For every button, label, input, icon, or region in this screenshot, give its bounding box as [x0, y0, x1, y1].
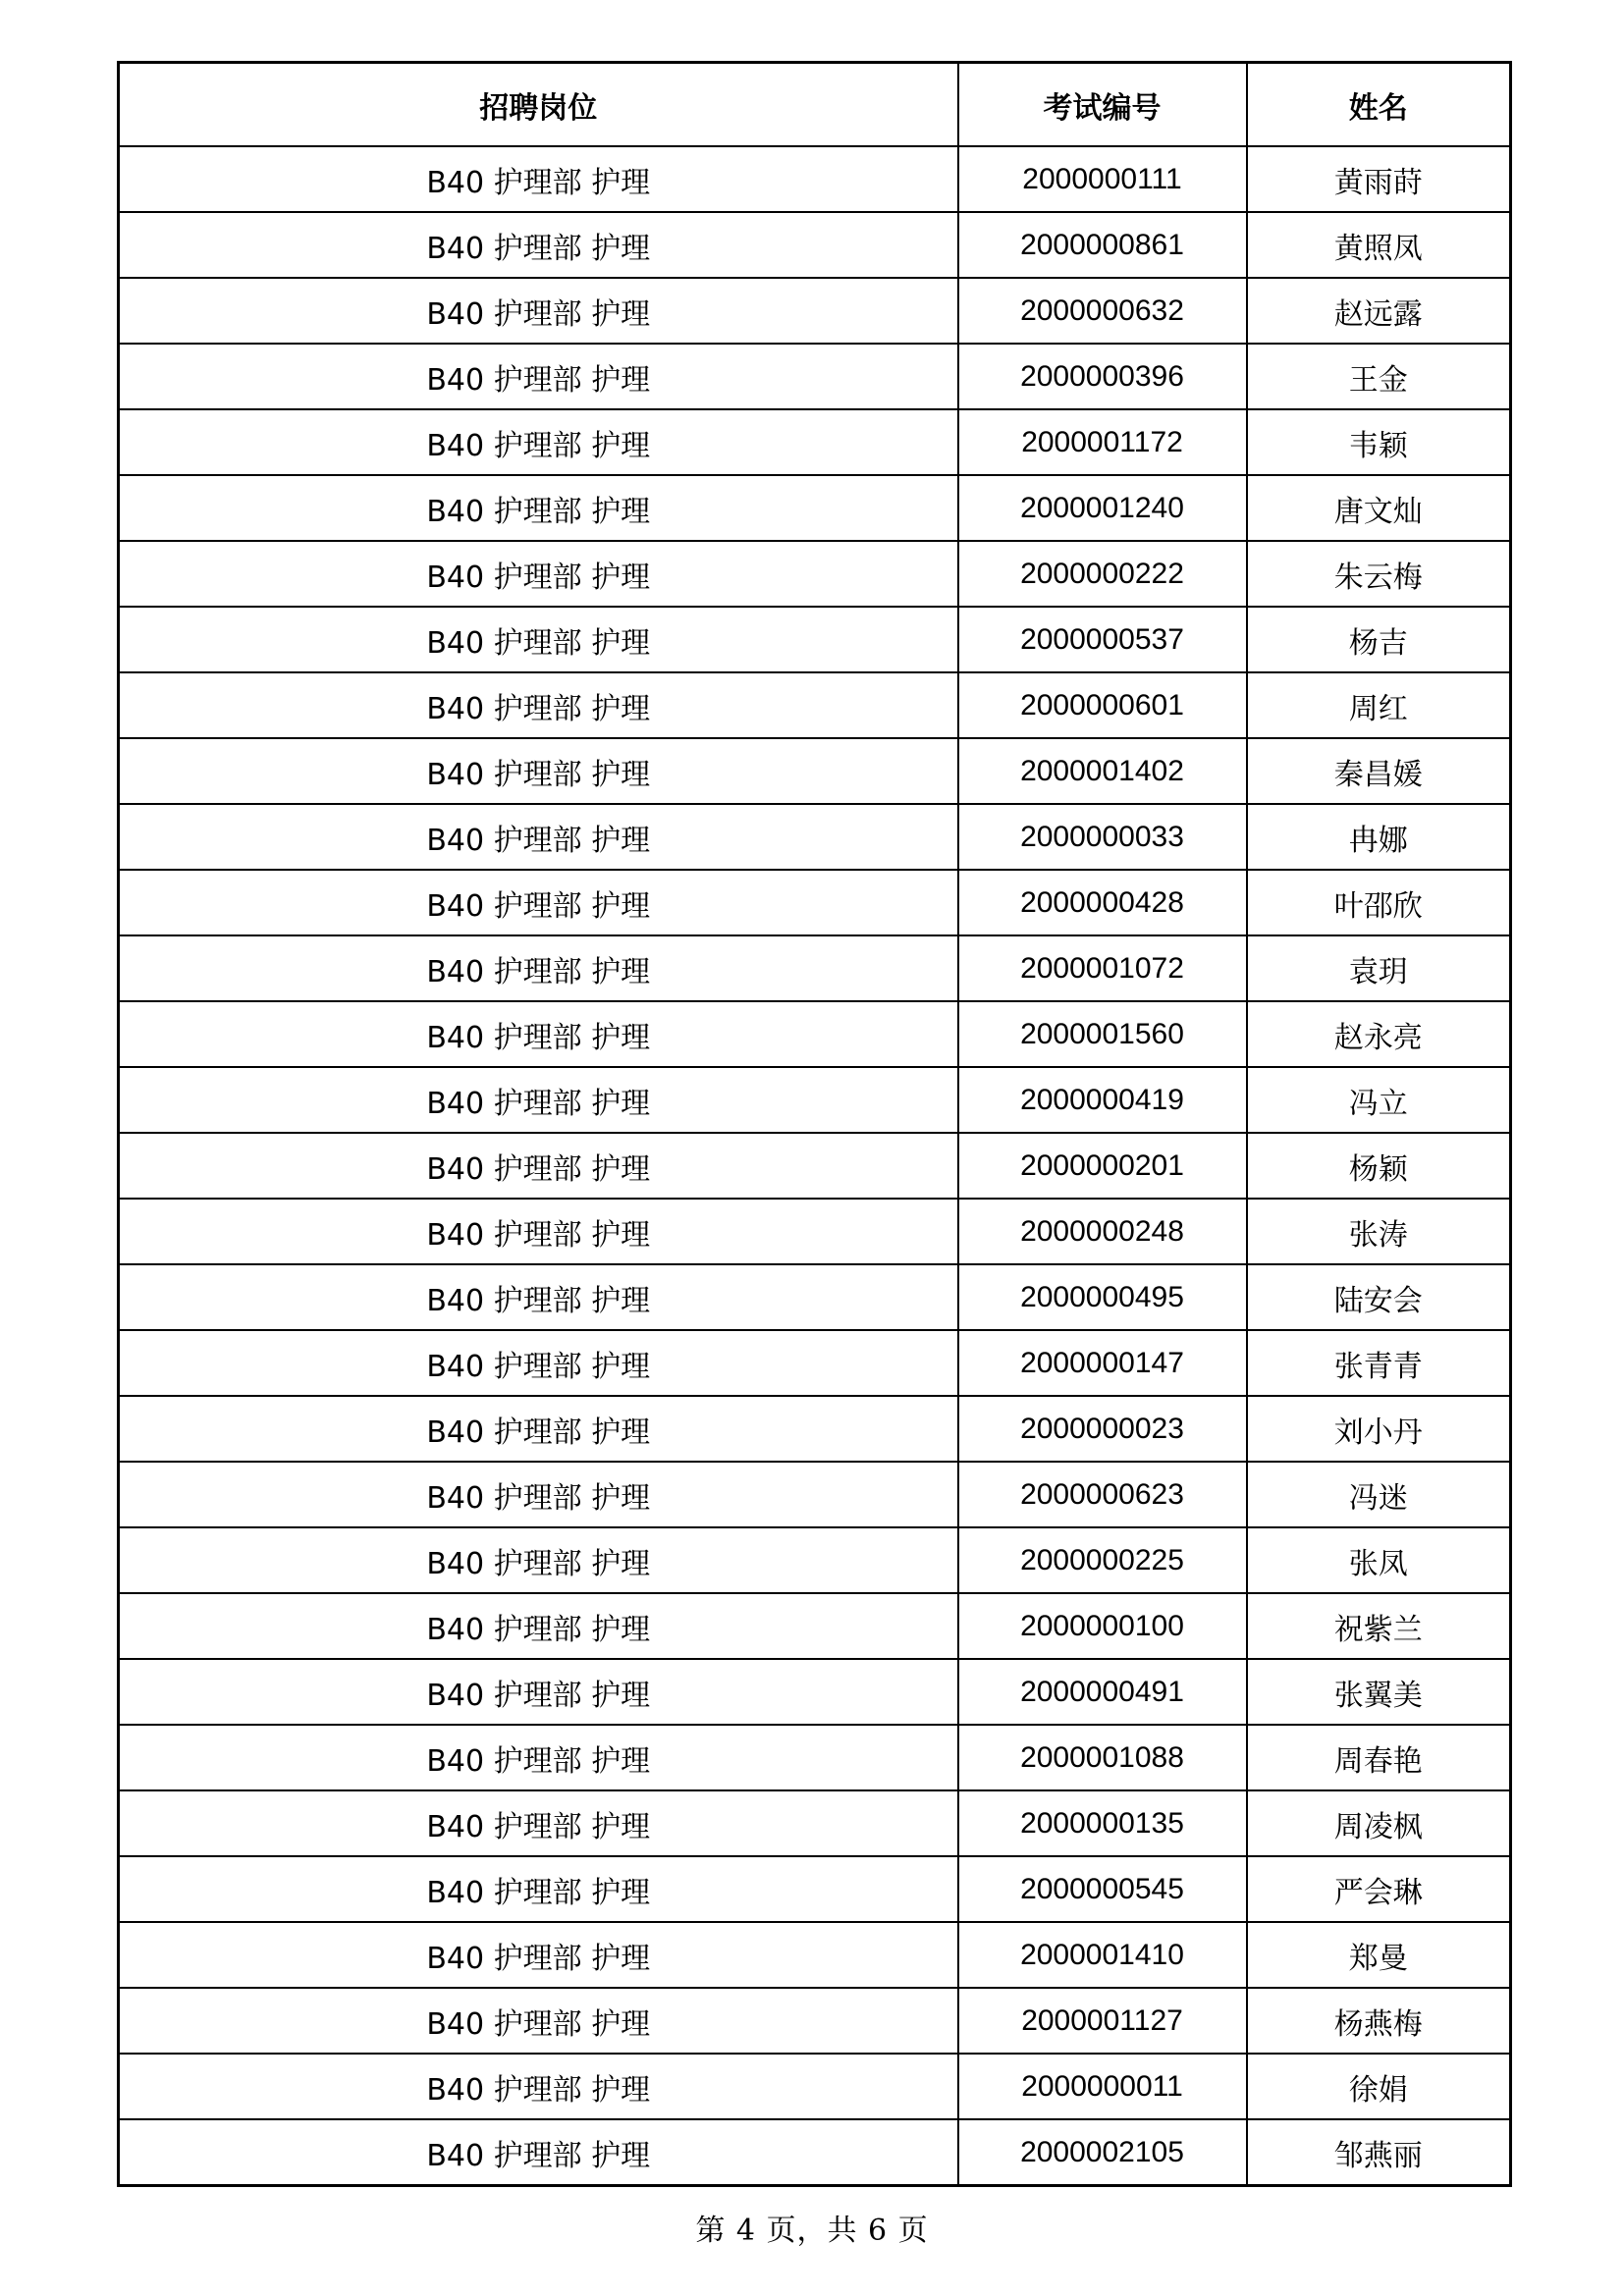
cell-position: B40 护理部 护理 — [119, 1856, 958, 1922]
cell-name: 杨吉 — [1247, 607, 1511, 672]
cell-name: 祝紫兰 — [1247, 1593, 1511, 1659]
cell-exam-number: 2000002105 — [958, 2119, 1247, 2186]
table-row — [119, 1396, 1511, 1462]
cell-exam-number: 2000001240 — [958, 475, 1247, 541]
cell-name: 陆安会 — [1247, 1264, 1511, 1330]
table-row — [119, 278, 1511, 344]
cell-position: B40 护理部 护理 — [119, 1001, 958, 1067]
cell-exam-number: 2000000495 — [958, 1264, 1247, 1330]
table-row — [119, 804, 1511, 870]
table-row — [119, 1067, 1511, 1133]
cell-exam-number: 2000000023 — [958, 1396, 1247, 1462]
table-row — [119, 672, 1511, 738]
cell-position: B40 护理部 护理 — [119, 935, 958, 1001]
cell-position: B40 护理部 护理 — [119, 607, 958, 672]
cell-name: 邹燕丽 — [1247, 2119, 1511, 2186]
cell-name: 张涛 — [1247, 1199, 1511, 1264]
cell-position: B40 护理部 护理 — [119, 475, 958, 541]
cell-name: 张青青 — [1247, 1330, 1511, 1396]
table-row — [119, 1133, 1511, 1199]
cell-position: B40 护理部 护理 — [119, 1396, 958, 1462]
cell-exam-number: 2000000248 — [958, 1199, 1247, 1264]
cell-position: B40 护理部 护理 — [119, 870, 958, 935]
table-header — [119, 63, 1511, 147]
cell-exam-number: 2000000033 — [958, 804, 1247, 870]
cell-name: 赵永亮 — [1247, 1001, 1511, 1067]
cell-exam-number: 2000001088 — [958, 1725, 1247, 1790]
cell-name: 冯迷 — [1247, 1462, 1511, 1527]
cell-exam-number: 2000000201 — [958, 1133, 1247, 1199]
table-row — [119, 2119, 1511, 2186]
cell-name: 张凤 — [1247, 1527, 1511, 1593]
cell-exam-number: 2000000225 — [958, 1527, 1247, 1593]
cell-position: B40 护理部 护理 — [119, 1659, 958, 1725]
cell-name: 朱云梅 — [1247, 541, 1511, 607]
table-row — [119, 409, 1511, 475]
cell-name: 赵远露 — [1247, 278, 1511, 344]
cell-exam-number: 2000000419 — [958, 1067, 1247, 1133]
cell-name: 周红 — [1247, 672, 1511, 738]
cell-position: B40 护理部 护理 — [119, 2119, 958, 2186]
cell-exam-number: 2000001410 — [958, 1922, 1247, 1988]
cell-position: B40 护理部 护理 — [119, 1199, 958, 1264]
table-row — [119, 1330, 1511, 1396]
table-row — [119, 1922, 1511, 1988]
table-row — [119, 475, 1511, 541]
header-position: 招聘岗位 — [119, 63, 958, 147]
cell-exam-number: 2000001072 — [958, 935, 1247, 1001]
cell-exam-number: 2000000147 — [958, 1330, 1247, 1396]
cell-position: B40 护理部 护理 — [119, 672, 958, 738]
cell-position: B40 护理部 护理 — [119, 1593, 958, 1659]
cell-name: 张翼美 — [1247, 1659, 1511, 1725]
cell-exam-number: 2000000100 — [958, 1593, 1247, 1659]
table-row — [119, 1790, 1511, 1856]
table-row — [119, 1527, 1511, 1593]
table-row — [119, 1001, 1511, 1067]
table-row — [119, 1988, 1511, 2054]
cell-exam-number: 2000000861 — [958, 212, 1247, 278]
cell-name: 黄雨莳 — [1247, 146, 1511, 212]
cell-name: 叶邵欣 — [1247, 870, 1511, 935]
cell-exam-number: 2000000135 — [958, 1790, 1247, 1856]
table-row — [119, 607, 1511, 672]
cell-exam-number: 2000000491 — [958, 1659, 1247, 1725]
cell-exam-number: 2000000222 — [958, 541, 1247, 607]
cell-exam-number: 2000000537 — [958, 607, 1247, 672]
table-row — [119, 1199, 1511, 1264]
cell-name: 唐文灿 — [1247, 475, 1511, 541]
cell-name: 韦颖 — [1247, 409, 1511, 475]
table-row — [119, 738, 1511, 804]
cell-position: B40 护理部 护理 — [119, 1264, 958, 1330]
cell-position: B40 护理部 护理 — [119, 1527, 958, 1593]
cell-position: B40 护理部 护理 — [119, 1330, 958, 1396]
cell-exam-number: 2000000632 — [958, 278, 1247, 344]
cell-position: B40 护理部 护理 — [119, 804, 958, 870]
cell-exam-number: 2000001560 — [958, 1001, 1247, 1067]
cell-name: 杨燕梅 — [1247, 1988, 1511, 2054]
cell-name: 严会琳 — [1247, 1856, 1511, 1922]
table-row — [119, 146, 1511, 212]
cell-position: B40 护理部 护理 — [119, 541, 958, 607]
table-row — [119, 1856, 1511, 1922]
cell-position: B40 护理部 护理 — [119, 1462, 958, 1527]
table-row — [119, 935, 1511, 1001]
cell-name: 刘小丹 — [1247, 1396, 1511, 1462]
cell-name: 王金 — [1247, 344, 1511, 409]
cell-position: B40 护理部 护理 — [119, 1725, 958, 1790]
header-row — [119, 63, 1511, 147]
cell-exam-number: 2000000545 — [958, 1856, 1247, 1922]
cell-name: 周春艳 — [1247, 1725, 1511, 1790]
table-row — [119, 1593, 1511, 1659]
table-row — [119, 2054, 1511, 2119]
cell-exam-number: 2000000396 — [958, 344, 1247, 409]
cell-name: 黄照凤 — [1247, 212, 1511, 278]
cell-exam-number: 2000001402 — [958, 738, 1247, 804]
candidate-table — [117, 61, 1512, 2187]
cell-exam-number: 2000000601 — [958, 672, 1247, 738]
cell-exam-number: 2000000111 — [958, 146, 1247, 212]
cell-position: B40 护理部 护理 — [119, 1790, 958, 1856]
cell-name: 周凌枫 — [1247, 1790, 1511, 1856]
header-name: 姓名 — [1247, 63, 1511, 147]
cell-exam-number: 2000001127 — [958, 1988, 1247, 2054]
table-row — [119, 1659, 1511, 1725]
cell-name: 杨颖 — [1247, 1133, 1511, 1199]
cell-position: B40 护理部 护理 — [119, 738, 958, 804]
table-row — [119, 541, 1511, 607]
table-row — [119, 1264, 1511, 1330]
cell-name: 徐娟 — [1247, 2054, 1511, 2119]
cell-position: B40 护理部 护理 — [119, 1133, 958, 1199]
table-body — [119, 146, 1511, 2186]
cell-position: B40 护理部 护理 — [119, 344, 958, 409]
table-row — [119, 1725, 1511, 1790]
cell-exam-number: 2000001172 — [958, 409, 1247, 475]
cell-name: 冯立 — [1247, 1067, 1511, 1133]
cell-position: B40 护理部 护理 — [119, 1067, 958, 1133]
cell-position: B40 护理部 护理 — [119, 2054, 958, 2119]
cell-name: 袁玥 — [1247, 935, 1511, 1001]
cell-name: 郑曼 — [1247, 1922, 1511, 1988]
cell-exam-number: 2000000011 — [958, 2054, 1247, 2119]
header-exam-number: 考试编号 — [958, 63, 1247, 147]
cell-name: 秦昌媛 — [1247, 738, 1511, 804]
cell-position: B40 护理部 护理 — [119, 1922, 958, 1988]
table-row — [119, 212, 1511, 278]
cell-position: B40 护理部 护理 — [119, 409, 958, 475]
cell-position: B40 护理部 护理 — [119, 1988, 958, 2054]
page-number: 第 4 页，共 6 页 — [695, 2214, 929, 2248]
table-row — [119, 1462, 1511, 1527]
cell-position: B40 护理部 护理 — [119, 212, 958, 278]
cell-position: B40 护理部 护理 — [119, 146, 958, 212]
table-row — [119, 344, 1511, 409]
table-row — [119, 870, 1511, 935]
cell-position: B40 护理部 护理 — [119, 278, 958, 344]
cell-name: 冉娜 — [1247, 804, 1511, 870]
cell-exam-number: 2000000428 — [958, 870, 1247, 935]
cell-exam-number: 2000000623 — [958, 1462, 1247, 1527]
